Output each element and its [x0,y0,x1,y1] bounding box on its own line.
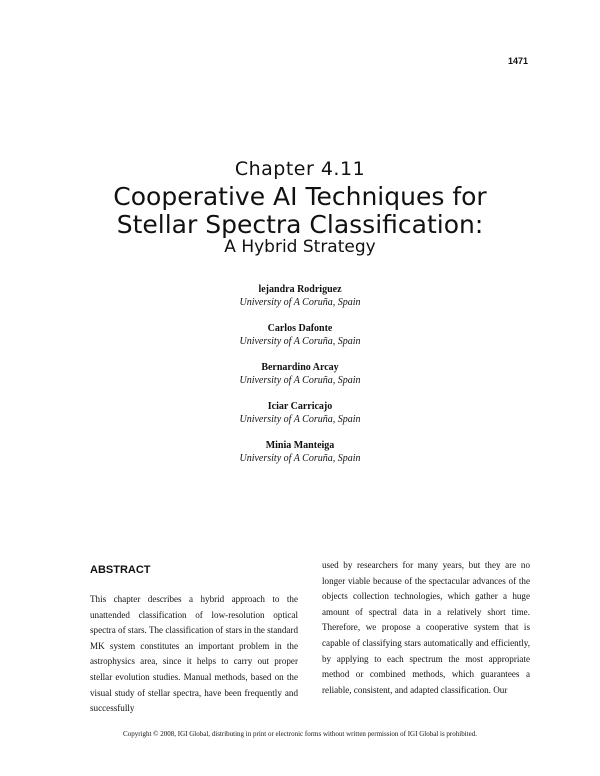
abstract-right-column [322,558,530,698]
copyright-notice: Copyright © 2008, IGI Global, distributing in print or electronic forms without written permission of IGI Global is prohibited. [123,730,477,738]
abstract-paragraph-right: used by researchers for many years, but they are no longer viable because of the spectacular advances of the objects collection technologies, which gather a huge amount of spectral data in a relatively short time. Therefore, we propose a cooperative system that is capable of classifying stars automatically and efficiently, by applying to each spectrum the most appropriate method or combined methods, which guarantees a reliable, consistent, and adapted classification. Our [322,560,530,695]
author-affiliation: University of A Coruña, Spain [239,297,361,308]
title-line-1: Cooperative AI Techniques for [113,182,487,211]
author-list [0,284,600,479]
author-name: Iciar Carricajo [267,401,333,412]
page-number: 1471 [507,56,528,66]
author-block [0,440,600,465]
author-name: Carlos Dafonte [267,323,333,334]
author-block [0,323,600,348]
author-affiliation: University of A Coruña, Spain [239,375,361,386]
abstract-paragraph-left: This chapter describes a hybrid approach to the unattended classification of low-resolution optical spectra of stars. The classification of stars in the standard MK system constitutes an important problem in the astrophysics area, since it helps to carry out proper stellar evolution studies. Manual methods, based on the visual study of stellar spectra, have been frequently and successfully [90,594,298,714]
chapter-label: Chapter 4.11 [234,158,366,180]
author-name: Minia Manteiga [265,440,335,451]
title-line-2: Stellar Spectra Classification: [116,210,484,239]
author-name: lejandra Rodriguez [258,284,342,295]
author-block [0,362,600,387]
chapter-title [0,183,600,239]
author-block [0,284,600,309]
author-affiliation: University of A Coruña, Spain [239,414,361,425]
author-name: Bernardino Arcay [261,362,339,373]
author-block [0,401,600,426]
author-affiliation: University of A Coruña, Spain [239,453,361,464]
author-affiliation: University of A Coruña, Spain [239,336,361,347]
abstract-heading: ABSTRACT [90,564,151,576]
abstract-left-column [90,558,298,717]
chapter-subtitle: A Hybrid Strategy [224,237,376,257]
